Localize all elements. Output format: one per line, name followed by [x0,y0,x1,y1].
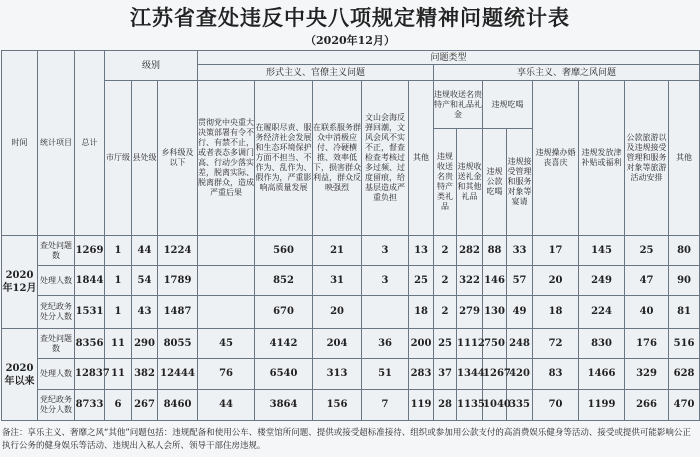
header-level: 级别 [105,51,198,81]
cell-tourism: 176 [625,329,669,359]
cell-formalism-1 [198,236,255,266]
cell-level-county: 382 [132,359,158,390]
cell-formalism-1: 76 [198,359,255,390]
cell-formalism-3: 20 [313,296,362,329]
cell-formalism-other: 119 [409,390,434,421]
cell-level-township: 1224 [158,236,198,266]
table-row [2,236,700,266]
cell-tourism: 329 [625,359,669,390]
cell-eating-public: 1267 [483,359,507,390]
cell-level-county: 54 [132,266,158,296]
page-subtitle: （2020年12月） [305,34,395,47]
cell-weddings: 83 [533,359,579,390]
cell-formalism-3: 31 [313,266,362,296]
cell-total: 12837 [75,359,105,390]
statistics-table [1,50,700,421]
cell-allowances: 1199 [579,390,625,421]
cell-level-county: 290 [132,329,158,359]
cell-weddings: 18 [533,296,579,329]
cell-weddings: 17 [533,236,579,266]
cell-level-township: 12444 [158,359,198,390]
header-total: 总计 [75,51,105,236]
cell-formalism-2: 4142 [255,329,313,359]
cell-level-city: 11 [105,329,132,359]
cell-hedonism-other: 80 [669,236,700,266]
table-row [2,296,700,329]
header-stat-item: 统计项目 [38,51,75,236]
cell-formalism-2: 3864 [255,390,313,421]
table-row [2,359,700,390]
cell-eating-banquet: 420 [507,359,533,390]
cell-gift-specialty: 2 [434,236,457,266]
cell-tourism: 40 [625,296,669,329]
table-row [2,266,700,296]
cell-formalism-1 [198,266,255,296]
header-formalism-group: 形式主义、官僚主义问题 [198,65,434,81]
cell-allowances: 249 [579,266,625,296]
cell-total: 8733 [75,390,105,421]
cell-eating-banquet: 33 [507,236,533,266]
header-level-county: 县处级 [132,81,158,236]
cell-formalism-3: 313 [313,359,362,390]
period-label: 2020年12月 [2,236,38,329]
cell-gift-specialty: 25 [434,329,457,359]
cell-eating-public: 88 [483,236,507,266]
cell-formalism-1: 45 [198,329,255,359]
header-gift-group: 违规收送名贵特产和礼品礼金 [434,81,483,129]
cell-eating-public: 130 [483,296,507,329]
header-problem-type: 问题类型 [198,51,700,65]
cell-level-city: 6 [105,390,132,421]
cell-hedonism-other: 516 [669,329,700,359]
cell-total: 1269 [75,236,105,266]
cell-tourism: 266 [625,390,669,421]
cell-level-township: 8460 [158,390,198,421]
cell-total: 1844 [75,266,105,296]
row-item-label: 查处问题数 [38,329,75,359]
cell-formalism-4: 36 [362,329,409,359]
header-formalism-col-3: 在联系服务群众中消极应付、冷硬横推、效率低下，损害群众利益，群众反映强烈 [313,81,362,236]
cell-level-city: 11 [105,359,132,390]
cell-formalism-3: 21 [313,236,362,266]
cell-formalism-4: 51 [362,359,409,390]
header-weddings-funerals: 违规操办婚丧喜庆 [533,81,579,236]
table-row [2,329,700,359]
cell-allowances: 145 [579,236,625,266]
cell-level-city: 1 [105,296,132,329]
cell-tourism: 47 [625,266,669,296]
cell-level-county: 44 [132,236,158,266]
header-allowances: 违规发放津补贴或福利 [579,81,625,236]
cell-formalism-3: 156 [313,390,362,421]
cell-level-county: 267 [132,390,158,421]
cell-formalism-2: 852 [255,266,313,296]
cell-formalism-other: 18 [409,296,434,329]
cell-level-city: 1 [105,266,132,296]
cell-formalism-other: 200 [409,329,434,359]
cell-eating-public: 146 [483,266,507,296]
cell-gift-cash: 1344 [457,359,483,390]
cell-formalism-2: 670 [255,296,313,329]
header-tourism: 公款旅游以及违规接受管理和服务对象等旅游活动安排 [625,81,669,236]
header-formalism-other: 其他 [409,81,434,236]
cell-hedonism-other: 628 [669,359,700,390]
cell-gift-cash: 1135 [457,390,483,421]
cell-weddings: 20 [533,266,579,296]
header-level-township: 乡科级及以下 [158,81,198,236]
cell-eating-banquet: 335 [507,390,533,421]
row-item-label: 处理人数 [38,359,75,390]
cell-level-township: 8055 [158,329,198,359]
cell-eating-banquet: 49 [507,296,533,329]
cell-eating-public: 1040 [483,390,507,421]
header-formalism-col-1: 贯彻党中央重大决策部署有令不行、有禁不止，或者表态多调门高、行动少落实差，脱离实际、脱离群众，造成严重后果 [198,81,255,236]
cell-gift-specialty: 2 [434,266,457,296]
period-label: 2020年以来 [2,329,38,421]
cell-hedonism-other: 90 [669,266,700,296]
header-eating-public: 违规公款吃喝 [483,129,507,236]
header-formalism-col-4: 文山会海反弹回潮，文风会风不实不正，督查检查考核过多过频、过度留痕，给基层造成严重负担 [362,81,409,236]
header-gift-cash: 违规收送礼金和其他礼品 [457,129,483,236]
cell-formalism-4: 7 [362,390,409,421]
page-title: 江苏省查处违反中央八项规定精神问题统计表 [130,5,570,30]
cell-gift-cash: 322 [457,266,483,296]
cell-formalism-3: 204 [313,329,362,359]
row-item-label: 党纪政务处分人数 [38,390,75,421]
cell-formalism-4 [362,296,409,329]
cell-allowances: 1466 [579,359,625,390]
footnote: 备注：享乐主义、奢靡之风“其他”问题包括：违规配备和使用公车、楼堂馆所问题、提供或接受超标准接待、组织或参加用公款支付的高消费娱乐健身等活动、接受或提供可能影响公正执行公务的健身娱乐等活动、违规出入私人会所、领导干部住房违规。 [2,428,691,451]
row-item-label: 处理人数 [38,266,75,296]
cell-total: 8356 [75,329,105,359]
header-time: 时间 [2,51,38,236]
cell-tourism: 25 [625,236,669,266]
cell-gift-cash: 279 [457,296,483,329]
cell-formalism-1: 44 [198,390,255,421]
cell-hedonism-other: 470 [669,390,700,421]
cell-formalism-other: 25 [409,266,434,296]
cell-level-city: 1 [105,236,132,266]
cell-hedonism-other: 81 [669,296,700,329]
cell-level-county: 43 [132,296,158,329]
cell-allowances: 224 [579,296,625,329]
header-gift-specialty: 违规收送名贵特产类礼品 [434,129,457,236]
cell-gift-specialty: 37 [434,359,457,390]
cell-eating-banquet: 57 [507,266,533,296]
cell-formalism-4: 3 [362,236,409,266]
header-hedonism-group: 享乐主义、奢靡之风问题 [434,65,700,81]
cell-level-township: 1487 [158,296,198,329]
header-formalism-col-2: 在履职尽责、服务经济社会发展和生态环境保护方面不担当、不作为、乱作为、假作为，严重影响高质量发展 [255,81,313,236]
cell-weddings: 70 [533,390,579,421]
table-row [2,390,700,421]
cell-formalism-2: 6540 [255,359,313,390]
cell-formalism-4: 3 [362,266,409,296]
cell-level-township: 1789 [158,266,198,296]
cell-allowances: 830 [579,329,625,359]
header-eating-banquet: 违规接受管理和服务对象等宴请 [507,129,533,236]
header-eating-group: 违规吃喝 [483,81,533,129]
cell-gift-cash: 1112 [457,329,483,359]
row-item-label: 党纪政务处分人数 [38,296,75,329]
cell-formalism-1 [198,296,255,329]
cell-gift-cash: 282 [457,236,483,266]
header-level-city: 市厅级 [105,81,132,236]
cell-formalism-2: 560 [255,236,313,266]
cell-weddings: 72 [533,329,579,359]
header-hedonism-other: 其他 [669,81,700,236]
cell-eating-public: 750 [483,329,507,359]
cell-formalism-other: 13 [409,236,434,266]
row-item-label: 查处问题数 [38,236,75,266]
cell-gift-specialty: 28 [434,390,457,421]
cell-formalism-other: 283 [409,359,434,390]
cell-gift-specialty: 2 [434,296,457,329]
cell-eating-banquet: 248 [507,329,533,359]
cell-total: 1531 [75,296,105,329]
